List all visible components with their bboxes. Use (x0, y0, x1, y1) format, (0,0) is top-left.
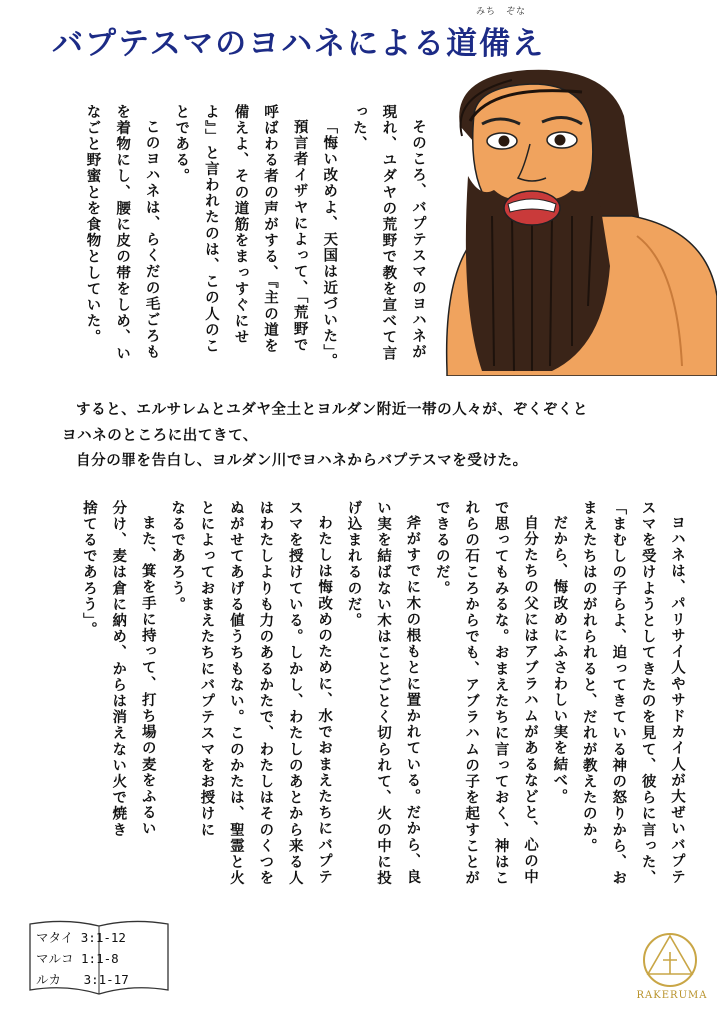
passage-line: ぬがせてあげる値うちもない。このかたは、聖霊と火 (227, 500, 244, 887)
passage-line: ヨハネは、パリサイ人やサドカイ人が大ぜいバプテ (669, 514, 685, 885)
passage-line: 斧がすでに木の根もとに置かれている。だから、良 (404, 514, 421, 885)
passage-line: い実を結ばない木はことごとく切られて、火の中に投 (374, 500, 391, 887)
passage-line: 現れ、ユダヤの荒野で教を宣べて言 (380, 104, 397, 362)
passage-line: わたしは悔改めのために、水でおまえたちにバプテ (316, 514, 333, 885)
passage-line: そのころ、バプテスマのヨハネが (410, 118, 426, 360)
passage-line: よ』」と言われたのは、この人のこ (202, 104, 219, 355)
reference-item: マルコ 1:1-8 (36, 951, 119, 966)
passage-line: 「悔い改めよ、天国は近づいた」。 (321, 118, 338, 369)
passage-line: このヨハネは、らくだの毛ごろも (143, 118, 160, 360)
reference-item: マタイ 3:1-12 (36, 930, 126, 945)
page-title: バプテスマのヨハネによる道備え (52, 26, 546, 62)
title-ruby: みち ぞな (476, 7, 527, 17)
passage-line: 自分の罪を告白し、ヨルダン川でヨハネからバプテスマを受けた。 (76, 453, 528, 469)
passage-line: スマを授けている。しかし、わたしのあとから来る人 (286, 500, 303, 887)
passage-line: スマを受けようとしてきたのを見て、彼らに言った、 (639, 500, 656, 887)
passage-line: 備えよ、その道筋をまっすぐにせ (232, 104, 249, 346)
passage-line: はわたしよりも力のあるかたで、わたしはそのくつを (257, 500, 274, 887)
passage-line: 「まむしの子らよ、迫ってきている神の怒りから、お (610, 500, 627, 887)
passage-line: とによっておまえたちにバプテスマをお授けに (198, 500, 215, 839)
passage-line: った、 (350, 104, 367, 153)
passage-line: 呼ばわる者の声がする、『主の道を (262, 104, 279, 355)
passage-line: 預言者イザヤによって、「荒野で (291, 118, 308, 353)
passage-line: とである。 (173, 104, 190, 185)
passage-line: だから、悔改めにふさわしい実を結べ。 (551, 514, 568, 805)
passage-line: 自分たちの父にはアブラハムがあるなどと、心の中 (521, 514, 538, 885)
passage-line: を着物にし、腰に皮の帯をしめ、い (114, 104, 131, 362)
passage-line: すると、エルサレムとユダヤ全土とヨルダン附近一帯の人々が、ぞくぞくと (76, 402, 589, 418)
passage-line: 分け、麦は倉に納め、からは消えない火で焼き (110, 500, 127, 839)
reference-item: ルカ 3:1-17 (36, 972, 129, 987)
scripture-references (36, 927, 129, 990)
rakeruma-logo-icon (630, 930, 710, 1020)
passage-line: できるのだ。 (433, 500, 450, 597)
passage-line: げ込まれるのだ。 (345, 500, 362, 629)
passage-line: また、箕を手に持って、打ち場の麦をふるい (139, 514, 156, 837)
passage-line: なごと野蜜とを食物としていた。 (84, 104, 101, 346)
passage-line: 捨てるであろう」。 (80, 500, 97, 638)
passage-line: で思ってもみるな。おまえたちに言っておく、神はこ (492, 500, 509, 887)
passage-top (77, 104, 432, 376)
john-the-baptist-illustration (432, 66, 717, 376)
passage-line: なるであろう。 (169, 500, 186, 613)
passage-line: まえたちはのがれられると、だれが教えたのか。 (580, 500, 597, 855)
logo-text: RAKERUMA (636, 990, 708, 1001)
passage-middle (62, 398, 682, 475)
passage-line: れらの石ころからでも、アブラハムの子を起すことが (463, 500, 480, 887)
passage-line: ヨハネのところに出てきて、 (62, 427, 259, 444)
